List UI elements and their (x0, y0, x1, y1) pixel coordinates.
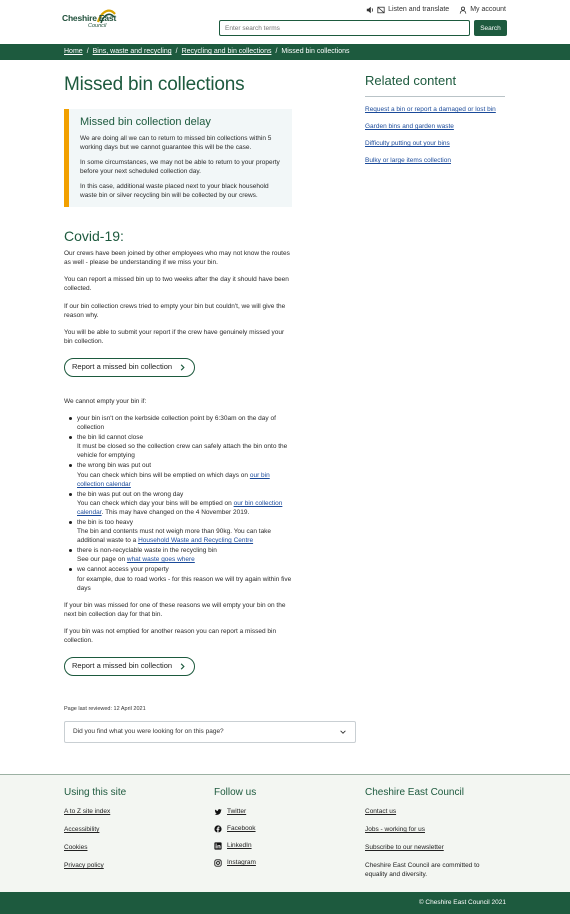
reasons-list (64, 414, 294, 593)
report-missed-bin-button[interactable] (64, 358, 195, 377)
chevron-down-icon (339, 728, 347, 736)
listen-translate-label: Listen and translate (388, 6, 450, 13)
linkedin-icon (214, 842, 222, 850)
related-link[interactable]: Request a bin or report a damaged or lost bin (365, 106, 496, 114)
footer-social-linkedin[interactable] (214, 841, 256, 850)
list-item: the wrong bin was put out You can check which bins will be emptied on which days on our bin collection calendar (64, 461, 294, 488)
after-paragraph: If you bin was not emptied for another reason you can report a missed bin collection. (64, 627, 277, 645)
alert-paragraph: In this case, additional waste placed next to your black household waste bin or silver recycling bin will be collected by our crews. (80, 183, 269, 200)
footer-link-twitter[interactable]: Twitter (227, 808, 247, 815)
twitter-icon (214, 808, 222, 816)
breadcrumb-recycling[interactable]: Recycling and bin collections (181, 48, 272, 55)
site-footer (0, 774, 570, 892)
footer-heading: Cheshire East Council (365, 787, 464, 798)
alert-title: Missed bin collection delay (80, 115, 211, 128)
chevron-right-icon (178, 363, 187, 372)
breadcrumb-bins-waste[interactable]: Bins, waste and recycling (92, 48, 172, 55)
list-item: there is non-recyclable waste in the recycling bin See our page on what waste goes where (64, 546, 294, 564)
council-logo[interactable] (62, 6, 122, 32)
user-icon (459, 6, 467, 14)
search-input[interactable] (219, 20, 470, 36)
report-missed-bin-button[interactable] (64, 657, 195, 676)
footer-link-linkedin[interactable]: LinkedIn (227, 842, 252, 850)
list-item: your bin isn't on the kerbside collection point by 6:30am on the day of collection (64, 414, 294, 432)
logo-text: Cheshire East (62, 13, 117, 23)
covid-paragraph: You can report a missed bin up to two weeks after the day it should have been collected. (64, 276, 289, 293)
facebook-icon (214, 825, 222, 833)
list-item: the bin was put out on the wrong day You can check which day your bins will be emptied on our bin collection calendar. This may have changed on the 4 November 2019. (64, 490, 294, 517)
bin-calendar-link[interactable]: our bin collection calendar (77, 471, 270, 488)
footer-heading: Using this site (64, 787, 127, 798)
related-link[interactable]: Garden bins and garden waste (365, 123, 454, 131)
breadcrumb-home[interactable]: Home (64, 48, 83, 55)
list-item: the bin lid cannot close It must be closed so the collection crew can safely attach the bin onto the vehicle for emptying (64, 433, 294, 460)
my-account-label: My account (470, 6, 506, 13)
speaker-icon (366, 6, 374, 14)
feedback-toggle[interactable] (64, 721, 356, 743)
search-bar (219, 20, 507, 36)
alert-paragraph: We are doing all we can to return to missed bin collections within 5 working days but we cannot guarantee this will be the case. (80, 134, 272, 152)
after-paragraph: If your bin was missed for one of these reasons we will empty your bin on the next bin collection day for that bin. (64, 601, 286, 618)
covid-paragraph: If our bin collection crews tried to empty your bin but couldn't, we will give the reason why. (64, 302, 286, 319)
recycling-centre-link[interactable]: Household Waste and Recycling Centre (138, 537, 254, 545)
page-title: Missed bin collections (64, 74, 245, 95)
covid-paragraph: You will be able to submit your report if the crew have genuinely missed your bin collection. (64, 328, 285, 345)
related-title: Related content (365, 72, 505, 97)
covid-heading: Covid-19: (64, 227, 124, 244)
report-button-label: Report a missed bin collection (72, 362, 173, 372)
main-content (64, 72, 294, 743)
footer-heading: Follow us (214, 787, 257, 798)
bottom-bar (0, 892, 570, 914)
feedback-label: Did you find what you were looking for on this page? (73, 728, 224, 736)
related-content (365, 72, 505, 174)
breadcrumb-bar (0, 44, 570, 60)
translate-flag-icon (377, 6, 385, 14)
footer-link-cookies[interactable]: Cookies (64, 844, 88, 852)
footer-link-accessibility[interactable]: Accessibility (64, 826, 100, 834)
list-item: the bin is too heavy The bin and contents must not weigh more than 90kg. You can take additional waste to a Household Waste and Recycling Centre (64, 518, 294, 545)
top-links (366, 5, 506, 15)
equality-statement: Cheshire East Council are committed to equality and diversity. (365, 862, 480, 879)
instagram-icon (214, 859, 222, 867)
listen-translate-link[interactable] (366, 5, 449, 15)
cannot-empty-intro: We cannot empty your bin if: (64, 397, 147, 405)
footer-link-newsletter[interactable]: Subscribe to our newsletter (365, 844, 444, 852)
copyright: © Cheshire East Council 2021 (418, 899, 506, 906)
chevron-right-icon (178, 662, 187, 671)
my-account-link[interactable] (459, 5, 506, 15)
footer-social-facebook[interactable] (214, 824, 256, 833)
related-link[interactable]: Bulky or large items collection (365, 157, 451, 165)
report-button-label: Report a missed bin collection (72, 661, 173, 671)
footer-link-jobs[interactable]: Jobs - working for us (365, 826, 425, 834)
footer-social-instagram[interactable] (214, 858, 256, 867)
footer-link-privacy[interactable]: Privacy policy (64, 862, 104, 870)
footer-follow-us (214, 786, 256, 875)
footer-link-facebook[interactable]: Facebook (227, 825, 256, 833)
footer-social-twitter[interactable] (214, 807, 256, 816)
breadcrumb: Home / Bins, waste and recycling / Recycling and bin collections / Missed bin collections (64, 48, 350, 55)
waste-goes-where-link[interactable]: what waste goes where (126, 556, 195, 564)
bin-calendar-link[interactable]: our bin collection calendar (77, 499, 283, 516)
logo-subtext: Council (88, 23, 107, 29)
footer-using-site (64, 786, 126, 879)
breadcrumb-current: Missed bin collections (281, 48, 350, 55)
search-button[interactable]: Search (474, 20, 507, 36)
footer-council (365, 786, 495, 879)
delay-alert (64, 109, 292, 207)
footer-link-contact[interactable]: Contact us (365, 808, 397, 815)
site-header (0, 0, 570, 44)
list-item: we cannot access your property for example, due to road works - for this reason we will try again within five days (64, 565, 294, 592)
page-reviewed-date: Page last reviewed: 12 April 2021 (64, 706, 146, 713)
footer-link-instagram[interactable]: Instagram (227, 859, 256, 867)
related-link[interactable]: Difficulty putting out your bins (365, 140, 450, 148)
footer-link-az[interactable]: A to Z site index (64, 808, 111, 815)
alert-paragraph: In some circumstances, we may not be able to return to your property before your next scheduled collection day. (80, 159, 280, 176)
covid-paragraph: Our crews have been joined by other employees who may not know the routes as well - please be understanding if we miss your bin. (64, 250, 290, 267)
